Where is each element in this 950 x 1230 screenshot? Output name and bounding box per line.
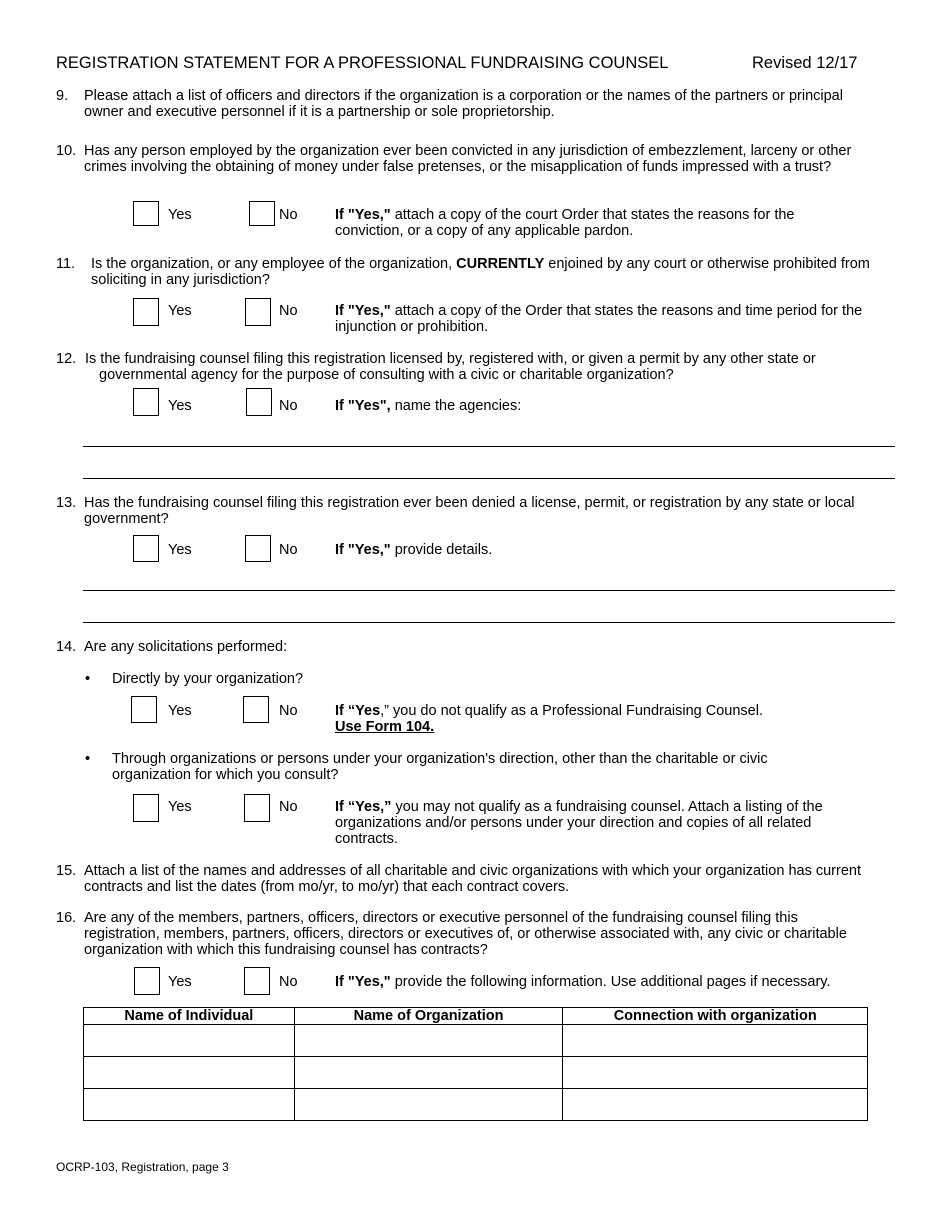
table-cell[interactable] xyxy=(294,1025,563,1057)
q14-bullet-1: • xyxy=(85,671,91,687)
q13-if-text: provide details. xyxy=(390,542,493,558)
table-cell[interactable] xyxy=(294,1089,563,1121)
q12-yes-label: Yes xyxy=(168,398,192,414)
q10-text: Has any person employed by the organization ever been convicted in any jurisdiction of embezzlement, larceny or other crimes involving the obtaining of money under false pretenses, or the misapplication of funds impressed with a trust? xyxy=(84,143,852,175)
q12-number: 12. xyxy=(56,351,77,367)
q14-b2-if-text: you may not qualify as a fundraising counsel. Attach a listing of the organizations and/or persons under your direction and copies of all related contracts. xyxy=(335,799,823,847)
q10-no-checkbox[interactable] xyxy=(249,201,275,226)
q12-instruction xyxy=(335,398,521,414)
q14-b1-no-label: No xyxy=(279,703,298,719)
q11-number: 11. xyxy=(56,256,76,272)
page-footer: OCRP-103, Registration, page 3 xyxy=(56,1160,229,1174)
q10-no-label: No xyxy=(279,207,298,223)
q16-text: Are any of the members, partners, officers, directors or executive personnel of the fundraising counsel filing this registration, members, partners, officers, directors or executives of, or otherwise associated with, any civic or charitable organization with which this fundraising counsel has contracts? xyxy=(84,910,847,958)
table-cell[interactable] xyxy=(84,1089,295,1121)
q12-if-text: name the agencies: xyxy=(390,398,522,414)
q10-yes-checkbox[interactable] xyxy=(133,201,159,226)
q16-no-label: No xyxy=(279,974,298,990)
q14-b1-no-checkbox[interactable] xyxy=(243,696,269,723)
q16-yes-checkbox[interactable] xyxy=(134,967,160,995)
q12-no-checkbox[interactable] xyxy=(246,388,272,416)
q11-yes-checkbox[interactable] xyxy=(133,298,159,326)
q13-answer-line-2[interactable] xyxy=(83,622,895,623)
q16-instruction xyxy=(335,974,830,990)
q14-b1-if-label: If “Yes xyxy=(335,703,381,719)
table-cell[interactable] xyxy=(84,1025,295,1057)
q11-yes-label: Yes xyxy=(168,303,192,319)
table-cell[interactable] xyxy=(563,1057,868,1089)
q14-b2-yes-label: Yes xyxy=(168,799,192,815)
q14-b1-yes-label: Yes xyxy=(168,703,192,719)
q11-no-checkbox[interactable] xyxy=(245,298,271,326)
q10-instruction xyxy=(335,207,845,239)
q15-text: Attach a list of the names and addresses of all charitable and civic organizations with which your organization has current contracts and list the dates (from mo/yr, to mo/yr) that each contract covers. xyxy=(84,863,861,895)
q16-number: 16. xyxy=(56,910,77,926)
q16-if-text: provide the following information. Use additional pages if necessary. xyxy=(390,974,831,990)
q14-b1-text: Directly by your organization? xyxy=(112,671,304,687)
q11-no-label: No xyxy=(279,303,298,319)
q10-number: 10. xyxy=(56,143,77,159)
table-header-row xyxy=(84,1008,868,1025)
q11-text-b: enjoined by any court or otherwise prohibited from soliciting in any jurisdiction? xyxy=(91,256,870,288)
q14-bullet-2: • xyxy=(85,751,91,767)
q10-yes-label: Yes xyxy=(168,207,192,223)
q14-b2-no-checkbox[interactable] xyxy=(244,794,270,822)
q12-no-label: No xyxy=(279,398,298,414)
q14-b2-if-label: If “Yes,” xyxy=(335,799,392,815)
table-cell[interactable] xyxy=(563,1089,868,1121)
col-header-name-of-individual: Name of Individual xyxy=(84,1008,295,1025)
q13-text: Has the fundraising counsel filing this registration ever been denied a license, permit, or registration by any state or local government? xyxy=(84,495,855,527)
q11-instruction xyxy=(335,303,880,335)
q10-if-label: If "Yes," xyxy=(335,207,391,223)
q9-number: 9. xyxy=(56,88,69,104)
table-row xyxy=(84,1089,868,1121)
q13-no-checkbox[interactable] xyxy=(245,535,271,562)
associations-table xyxy=(83,1007,868,1121)
q13-instruction xyxy=(335,542,492,558)
q13-yes-label: Yes xyxy=(168,542,192,558)
q14-text: Are any solicitations performed: xyxy=(84,639,288,655)
q12-answer-line-2[interactable] xyxy=(83,478,895,479)
form-title: REGISTRATION STATEMENT FOR A PROFESSIONAL FUNDRAISING COUNSEL xyxy=(56,54,669,72)
table-row xyxy=(84,1025,868,1057)
q14-b2-instruction xyxy=(335,799,870,847)
q14-b1-if-text: ,” you do not qualify as a Professional Fundraising Counsel. xyxy=(380,703,763,719)
q13-yes-checkbox[interactable] xyxy=(133,535,159,562)
col-header-name-of-organization: Name of Organization xyxy=(294,1008,563,1025)
q11-text-a: Is the organization, or any employee of the organization, xyxy=(91,256,457,272)
q14-b2-yes-checkbox[interactable] xyxy=(133,794,159,822)
q12-text-line1: Is the fundraising counsel filing this registration licensed by, registered with, or given a permit by any other state or xyxy=(85,351,816,367)
q12-answer-line-1[interactable] xyxy=(83,446,895,447)
q9-text: Please attach a list of officers and directors if the organization is a corporation or the names of the partners or principal owner and executive personnel if it is a partnership or sole proprietorship. xyxy=(84,88,843,120)
revision-date: Revised 12/17 xyxy=(752,54,858,72)
q11-if-label: If "Yes," xyxy=(335,303,391,319)
table-row xyxy=(84,1057,868,1089)
q11-text xyxy=(91,256,891,288)
col-header-connection: Connection with organization xyxy=(563,1008,868,1025)
q12-if-label: If "Yes", xyxy=(335,398,391,414)
table-cell[interactable] xyxy=(84,1057,295,1089)
q16-yes-label: Yes xyxy=(168,974,192,990)
q12-yes-checkbox[interactable] xyxy=(133,388,159,416)
q16-if-label: If "Yes," xyxy=(335,974,391,990)
q14-b1-instruction xyxy=(335,703,855,735)
table-cell[interactable] xyxy=(563,1025,868,1057)
q14-number: 14. xyxy=(56,639,77,655)
q15-number: 15. xyxy=(56,863,77,879)
q14-b2-text: Through organizations or persons under your organization's direction, other than the charitable or civic organization for which you consult? xyxy=(112,751,768,783)
q10-if-text: attach a copy of the court Order that states the reasons for the conviction, or a copy of any applicable pardon. xyxy=(335,207,795,239)
use-form-104-link[interactable]: Use Form 104. xyxy=(335,719,435,735)
q13-answer-line-1[interactable] xyxy=(83,590,895,591)
q14-b1-yes-checkbox[interactable] xyxy=(131,696,157,723)
table-cell[interactable] xyxy=(294,1057,563,1089)
q12-text-line2: governmental agency for the purpose of consulting with a civic or charitable organization? xyxy=(99,367,674,383)
q13-number: 13. xyxy=(56,495,77,511)
q13-if-label: If "Yes," xyxy=(335,542,391,558)
q13-no-label: No xyxy=(279,542,298,558)
q11-text-bold: CURRENTLY xyxy=(456,256,545,272)
q16-no-checkbox[interactable] xyxy=(244,967,270,995)
q11-if-text: attach a copy of the Order that states the reasons and time period for the injunction or prohibition. xyxy=(335,303,863,335)
q14-b2-no-label: No xyxy=(279,799,298,815)
